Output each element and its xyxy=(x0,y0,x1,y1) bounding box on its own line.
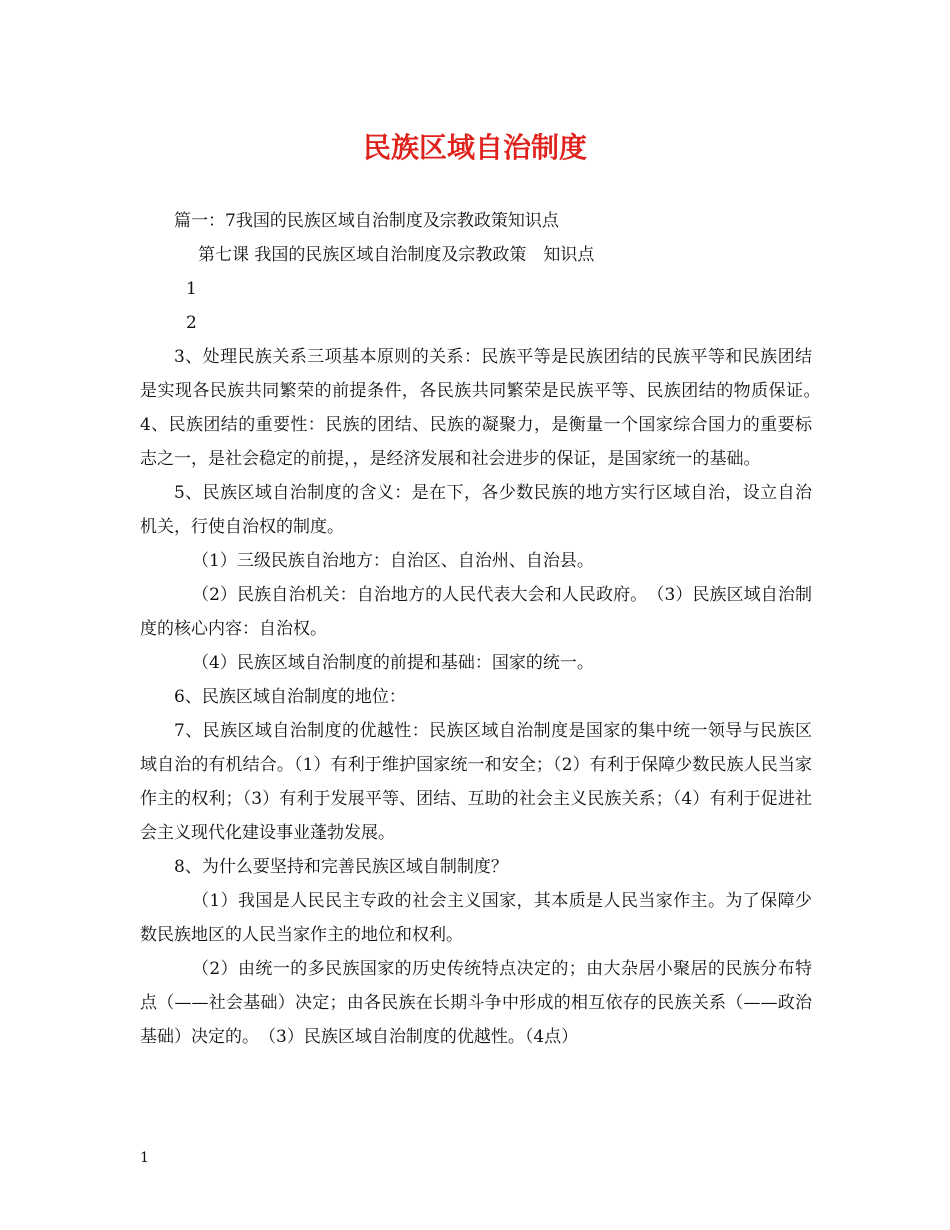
paragraph-item-2: 2 xyxy=(186,313,197,333)
page-number: 1 xyxy=(140,1150,149,1166)
paragraph-item-5-4: （4）民族区域自治制度的前提和基础：国家的统一。 xyxy=(192,653,594,673)
paragraph-item-5-1: （1）三级民族自治地方：自治区、自治州、自治县。 xyxy=(192,551,594,571)
paragraph-item-8-2-3-4: （2）由统一的多民族国家的历史传统特点决定的；由大杂居小聚居的民族分布特点（——社会基础）决定；由各民族在长期斗争中形成的相互依存的民族关系（——政治基础）决定的。 （3）民族区域自治制度的优越性。（4点） xyxy=(140,959,812,1047)
paragraph-chapter-heading: 篇一：7我国的民族区域自治制度及宗教政策知识点 xyxy=(174,211,559,231)
paragraph-lesson-heading: 第七课 我国的民族区域自治制度及宗教政策 知识点 xyxy=(198,245,595,265)
paragraph-item-5: 5、民族区域自治制度的含义：是在下，各少数民族的地方实行区域自治，设立自治机关，行使自治权的制度。 xyxy=(140,483,812,537)
paragraph-item-7: 7、民族区域自治制度的优越性：民族区域自治制度是国家的集中统一领导与民族区域自治的有机结合。（1）有利于维护国家统一和安全；（2）有利于保障少数民族人民当家作主的权利；（3）有利于发展平等、团结、互助的社会主义民族关系；（4）有利于促进社会主义现代化建设事业蓬勃发展。 xyxy=(140,721,812,843)
document-body xyxy=(140,204,829,1054)
document-title: 民族区域自治制度 xyxy=(362,131,587,164)
paragraph-item-6: 6、民族区域自治制度的地位： xyxy=(174,687,406,707)
paragraph-item-8-1: （1）我国是人民民主专政的社会主义国家，其本质是人民当家作主。为了保障少数民族地区的人民当家作主的地位和权利。 xyxy=(140,891,812,945)
paragraph-item-5-2-3: （2）民族自治机关：自治地方的人民代表大会和人民政府。 （3）民族区域自治制度的核心内容：自治权。 xyxy=(140,585,812,639)
paragraph-item-8: 8、为什么要坚持和完善民族区域自制制度？ xyxy=(174,857,508,877)
paragraph-item-1: 1 xyxy=(186,279,197,299)
paragraph-item-3-4: 3、处理民族关系三项基本原则的关系：民族平等是民族团结的民族平等和民族团结是实现各民族共同繁荣的前提条件，各民族共同繁荣是民族平等、民族团结的物质保证。 4、民族团结的重要性：民族的团结、民族的凝聚力，是衡量一个国家综合国力的重要标志之一，是社会稳定的前提，，是经济发展和社会进步的保证，是国家统一的基础。 xyxy=(140,347,829,469)
